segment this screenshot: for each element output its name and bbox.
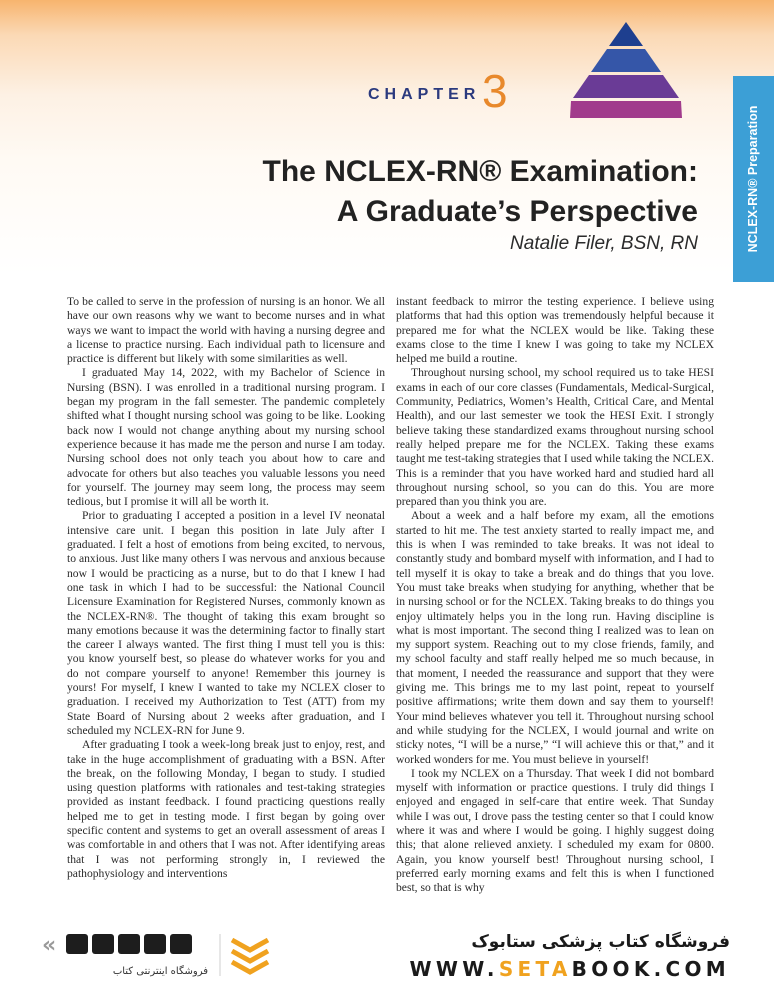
url-highlight: SETA <box>498 957 572 981</box>
paragraph: To be called to serve in the profession of nursing is an honor. We all have our own reasons why we want to become nurses and in what ways we want to impact the world with having a nursing degree and a license to practice nursing. Each individual path to licensure and practice is different but likely with some similarities as well. <box>67 295 385 366</box>
chapter-title-line-2: A Graduate’s Perspective <box>336 195 698 228</box>
paragraph: I graduated May 14, 2022, with my Bachelor of Science in Nursing (BSN). I was enrolled in a traditional nursing program. I began my program in the fall semester. The pandemic completely shifted what I thought nursing school was going to be like. Looking back now I would not change anything about my nursing school experience because it has made me the person and nurse I am today. Nursing school does not only teach you about how to care and advocate for others but also teaches you valuable lessons you need for yourself. The journey may seem long, the process may seem tedious, but I promise it will all be worth it. <box>67 366 385 509</box>
url-prefix: WWW. <box>409 957 499 981</box>
setabook-logo <box>36 930 276 980</box>
store-url[interactable] <box>409 957 730 981</box>
pyramid-icon <box>570 22 682 118</box>
body-column-left <box>67 295 385 907</box>
paragraph: After graduating I took a week-long break just to enjoy, rest, and take in the huge accomplishment of graduating with a BSN. After the break, on the following Monday, I began to study. I studied using question platforms with rationales and test-taking strategies provided as instant feedback. I found practicing questions really helped me to get in testing mode. I first began by going over specific content and systems to get an overall assessment of areas I was comfortable in and others that I was not. After identifying areas that I was not performing strongly in, I reviewed the pathophysiology and interventions <box>67 738 385 880</box>
chapter-header <box>0 0 774 275</box>
chapter-number: 3 <box>482 65 508 117</box>
paragraph: I took my NCLEX on a Thursday. That week I did not bombard myself with information or practice questions. I truly did things I enjoyed and engaged in self-care that entire week. That Sunday while I was out, I drove pass the testing center so that I could know where it was and where I would be going. I highly suggest doing this; that alone relieved anxiety. I scheduled my exam for 0800. Again, you know yourself best! Throughout nursing school, I preferred early morning exams and felt this is when I functioned best, so that is why <box>396 766 714 895</box>
paragraph: instant feedback to mirror the testing experience. I believe using platforms that had this option was tremendously helpful because it prepared me for what the NCLEX would be like. Taking these exams close to the time I knew I was going to take my NCLEX helped me build a routine. <box>396 295 714 366</box>
chapter-label: CHAPTER <box>368 86 481 103</box>
side-tab-label: NCLEX-RN® Preparation <box>746 105 760 253</box>
chapter-title-line-1: The NCLEX-RN® Examination: <box>262 155 698 188</box>
publisher-footer <box>0 912 774 991</box>
paragraph: Throughout nursing school, my school required us to take HESI exams in each of our core classes (Fundamentals, Medical-Surgical, Community, Pediatrics, Women’s Health, Critical Care, and Mental Health), and our last semester we took the HESI Exit. I strongly believe taking these standardized exams throughout nursing school really helped prepare me for the NCLEX. Taking these exams taught me test-taking strategies that I used while taking the NCLEX. This is a reminder that you have worked hard and studied hard all throughout nursing school, so you can do this. You are more prepared than you think you are. <box>396 366 714 509</box>
url-suffix: BOOK.COM <box>571 957 730 981</box>
body-column-right <box>396 295 714 907</box>
logo-caption: فروشگاه اینترنتی کتاب <box>112 966 208 977</box>
section-side-tab <box>733 76 774 282</box>
store-name: فروشگاه کتاب پزشکی ستابوک <box>471 932 730 952</box>
paragraph: About a week and a half before my exam, all the emotions started to hit me. The test anxiety started to really impact me, and this is when I was reminded to take breaks. It was not ideal to constantly study and bombard myself with information, and I had to tell myself it is okay to take a break and do things that you love. You must take breaks when studying for anything, whether that be in nursing school or for the NCLEX. Taking breaks to do things you enjoy ultimately helps you in the long run. Having discipline is what is most important. The second thing I realized was to lean on my support system. Reaching out to my close friends, family, and my school faculty and staff really helped me so much because, in that moment, I needed the reassurance and support that they were giving me. This brings me to my last point, repeat to yourself positive affirmations; write them down and say them to yourself! Your mind believes whatever you tell it. Throughout nursing school and while studying for the NCLEX, I would journal and write on sticky notes, “I will be a nurse,” “I will achieve this or that,” and it worked wonders for me. You must believe in yourself! <box>396 509 714 766</box>
svg-text:«: « <box>42 933 57 958</box>
chapter-title <box>98 152 698 232</box>
paragraph: Prior to graduating I accepted a position in a level IV neonatal intensive care unit. I began this position in late July after I graduated. I felt a host of emotions from being excited, to nervous, to anxious. Just like many others I was nervous and anxious because now I would be practicing as a nurse, but to do that I knew I had one task in which I had to be successful: the National Council Licensure Examination for Registered Nurses, commonly known as the NCLEX-RN®. The thought of taking this exam brought so many emotions because it was the determining factor to finally start the career I always wanted. The first thing I must tell you is this: you know yourself best, so please do whatever works for you and do not compare yourself to anyone! Remember this journey is yours! For myself, I knew I wanted to take my NCLEX closer to graduation. I received my Authorization to Test (ATT) from my State Board of Nursing about 2 weeks after graduation, and I scheduled my NCLEX-RN for June 9. <box>67 509 385 737</box>
chapter-author: Natalie Filer, BSN, RN <box>510 233 698 254</box>
